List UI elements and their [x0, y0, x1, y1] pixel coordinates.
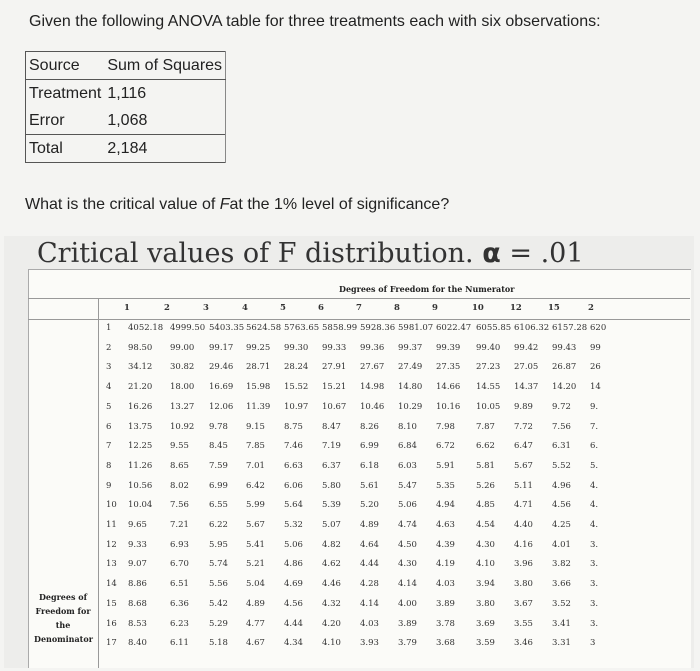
f-value-cell: 4.32: [322, 598, 341, 609]
f-value-cell: 9.: [590, 401, 599, 412]
f-value-cell: 15.21: [322, 382, 347, 393]
denominator-label: [34, 590, 92, 646]
f-value-cell: 4.: [590, 520, 599, 530]
f-value-cell: 5.35: [436, 480, 455, 491]
f-value-cell: 4.89: [360, 520, 379, 530]
row-df-label: 9: [106, 480, 112, 491]
f-value-cell: 3.31: [552, 638, 571, 649]
f-value-cell: 4.03: [360, 618, 379, 629]
f-value-cell: 5.95: [209, 539, 228, 550]
numerator-header: Degrees of Freedom for the Numerator: [339, 284, 515, 294]
question2-pre: What is the critical value of: [25, 196, 220, 213]
f-value-cell: 3.82: [552, 559, 571, 570]
f-value-cell: 3.55: [514, 618, 533, 629]
f-value-cell: 9.72: [552, 401, 571, 412]
f-value-cell: 3.79: [398, 638, 417, 649]
f-value-cell: 4.56: [552, 500, 571, 511]
f-value-cell: 3.66: [552, 579, 571, 590]
f-value-cell: 7.01: [246, 460, 265, 471]
row-df-label: 17: [106, 638, 117, 649]
f-value-cell: 99.43: [552, 342, 577, 353]
f-value-cell: 6.63: [284, 460, 303, 471]
f-value-cell: 4.16: [514, 539, 533, 550]
f-value-cell: 8.26: [360, 421, 379, 432]
f-value-cell: 14.66: [436, 382, 461, 393]
f-value-cell: 8.75: [284, 421, 303, 432]
anova-header-source: Source: [26, 52, 105, 80]
f-value-cell: 14: [590, 382, 601, 393]
f-value-cell: 4.94: [436, 500, 455, 511]
f-value-cell: 4.28: [360, 579, 379, 590]
f-value-cell: 5.20: [360, 500, 379, 511]
f-value-cell: 6.37: [322, 460, 341, 471]
question-critical-value: [25, 196, 449, 214]
f-value-cell: 6.18: [360, 460, 379, 471]
row-df-label: 16: [106, 618, 117, 629]
f-value-cell: 99: [590, 342, 601, 353]
f-value-cell: 16.69: [209, 382, 234, 393]
f-value-cell: 10.92: [170, 421, 195, 432]
denominator-label-line: Degrees of: [38, 592, 88, 602]
question-text: Given the following ANOVA table for three treatments each with six observations:: [29, 13, 601, 30]
f-value-cell: 4.74: [398, 520, 417, 530]
f-value-cell: 7.21: [170, 520, 189, 530]
anova-source: Error: [29, 111, 65, 129]
f-value-cell: 13.27: [170, 401, 195, 412]
f-value-cell: 99.33: [322, 342, 347, 353]
f-value-cell: 27.05: [514, 362, 539, 373]
f-value-cell: 28.24: [284, 362, 309, 373]
f-value-cell: 5981.07: [398, 323, 434, 333]
f-value-cell: 99.37: [398, 342, 423, 353]
f-value-cell: 6.47: [514, 441, 533, 452]
f-value-cell: 3.93: [360, 638, 379, 649]
denominator-label-line: the: [55, 620, 71, 630]
row-df-label: 12: [106, 539, 117, 550]
col-header: 10: [472, 303, 484, 313]
f-value-cell: 4.34: [284, 638, 303, 649]
f-value-cell: 9.33: [128, 539, 147, 550]
f-value-cell: 15.52: [284, 382, 309, 393]
f-value-cell: 7.87: [476, 421, 495, 432]
f-value-cell: 27.35: [436, 362, 461, 373]
f-value-cell: 5.47: [398, 480, 417, 491]
f-value-cell: 620: [590, 323, 607, 333]
f-value-cell: 7.72: [514, 421, 533, 432]
f-value-cell: 8.10: [398, 421, 417, 432]
anova-table: [25, 51, 226, 163]
f-value-cell: 5.06: [398, 500, 417, 511]
f-value-cell: 15.98: [246, 382, 271, 393]
f-value-cell: 5.42: [209, 598, 228, 609]
f-value-cell: 8.47: [322, 421, 341, 432]
f-value-cell: 5.06: [284, 539, 303, 550]
f-value-cell: 14.37: [514, 382, 539, 393]
f-value-cell: 4.82: [322, 539, 341, 550]
f-value-cell: 27.23: [476, 362, 501, 373]
f-value-cell: 99.36: [360, 342, 385, 353]
f-value-cell: 4.14: [360, 598, 379, 609]
col-header: 5: [280, 303, 286, 313]
f-value-cell: 27.67: [360, 362, 385, 373]
f-value-cell: 6106.32: [514, 323, 550, 333]
f-value-cell: 10.97: [284, 401, 309, 412]
f-value-cell: 6.: [590, 441, 599, 452]
f-value-cell: 3.89: [436, 598, 455, 609]
f-title-text: Critical values of F distribution.: [37, 238, 474, 269]
f-value-cell: 5403.35: [209, 323, 245, 333]
anova-row: [26, 107, 226, 135]
f-value-cell: 11.26: [128, 460, 153, 471]
f-value-cell: 5.04: [246, 579, 265, 590]
f-value-cell: 5.21: [246, 559, 265, 570]
f-value-cell: 4.96: [552, 480, 571, 491]
f-value-cell: 4.86: [284, 559, 303, 570]
f-value-cell: 5.80: [322, 480, 341, 491]
f-value-cell: 7.46: [284, 441, 303, 452]
f-value-cell: 3.94: [476, 579, 495, 590]
f-value-cell: 4.19: [436, 559, 455, 570]
f-value-cell: 5.64: [284, 500, 303, 511]
f-value-cell: 99.25: [246, 342, 271, 353]
f-value-cell: 5.67: [246, 520, 265, 530]
question2-var: F: [219, 196, 230, 213]
f-value-cell: 4.10: [322, 638, 341, 649]
col-header: 4: [242, 303, 248, 313]
f-value-cell: 3.68: [436, 638, 455, 649]
f-value-cell: 7.59: [209, 460, 228, 471]
f-value-cell: 4.54: [476, 520, 495, 530]
table-rule-vertical: [98, 298, 99, 668]
col-header: 8: [394, 303, 400, 313]
f-value-cell: 5624.58: [246, 323, 282, 333]
f-value-cell: 10.04: [128, 500, 153, 511]
alpha-value: = .01: [509, 238, 584, 269]
f-value-cell: 4.89: [246, 598, 265, 609]
col-header: 9: [432, 303, 438, 313]
f-value-cell: 10.16: [436, 401, 461, 412]
col-header: 2: [588, 303, 594, 313]
f-value-cell: 14.98: [360, 382, 385, 393]
f-value-cell: 3.: [590, 559, 599, 570]
denominator-label-line: Freedom for: [35, 606, 91, 616]
col-header: 1: [124, 303, 130, 313]
f-value-cell: 4.10: [476, 559, 495, 570]
anova-ss: 2,184: [104, 135, 225, 163]
f-value-cell: 10.67: [322, 401, 347, 412]
f-value-cell: 3.96: [514, 559, 533, 570]
f-value-cell: 5.52: [552, 460, 571, 471]
f-value-cell: 4.25: [552, 520, 571, 530]
f-value-cell: 3.80: [476, 598, 495, 609]
f-value-cell: 4.69: [284, 579, 303, 590]
f-value-cell: 6022.47: [436, 323, 472, 333]
question2-post: at the 1% level of significance?: [229, 196, 450, 213]
f-value-cell: 5.99: [246, 500, 265, 511]
f-value-cell: 12.25: [128, 441, 153, 452]
f-value-cell: 14.80: [398, 382, 423, 393]
f-value-cell: 4.30: [476, 539, 495, 550]
f-value-cell: 4999.50: [170, 323, 206, 333]
f-value-cell: 6.70: [170, 559, 189, 570]
row-df-label: 1: [106, 323, 112, 333]
f-value-cell: 5.29: [209, 618, 228, 629]
row-df-label: 8: [106, 460, 112, 471]
f-value-cell: 98.50: [128, 342, 153, 353]
f-value-cell: 8.45: [209, 441, 228, 452]
col-header: 3: [203, 303, 209, 313]
f-value-cell: 34.12: [128, 362, 153, 373]
f-value-cell: 4.03: [436, 579, 455, 590]
f-value-cell: 4.67: [246, 638, 265, 649]
f-value-cell: 9.55: [170, 441, 189, 452]
f-value-cell: 4.44: [284, 618, 303, 629]
f-value-cell: 5.: [590, 460, 599, 471]
f-value-cell: 5.56: [209, 579, 228, 590]
f-value-cell: 4.: [590, 500, 599, 511]
f-value-cell: 7.19: [322, 441, 341, 452]
f-value-cell: 10.05: [476, 401, 501, 412]
f-value-cell: 4.01: [552, 539, 571, 550]
f-value-cell: 8.65: [170, 460, 189, 471]
anova-header-row: [26, 52, 226, 80]
f-value-cell: 6.31: [552, 441, 571, 452]
anova-source: Total: [26, 135, 105, 163]
f-value-cell: 29.46: [209, 362, 234, 373]
f-value-cell: 14.20: [552, 382, 577, 393]
f-value-cell: 9.78: [209, 421, 228, 432]
f-value-cell: 3.: [590, 579, 599, 590]
f-value-cell: 4.39: [436, 539, 455, 550]
table-rule: [28, 298, 690, 299]
f-table-title: [37, 238, 584, 269]
f-value-cell: 5.81: [476, 460, 495, 471]
f-value-cell: 7.85: [246, 441, 265, 452]
row-df-label: 7: [106, 441, 112, 452]
f-value-cell: 3: [590, 638, 596, 649]
f-value-cell: 28.71: [246, 362, 271, 373]
f-value-cell: 27.49: [398, 362, 423, 373]
f-value-cell: 11.39: [246, 401, 271, 412]
f-value-cell: 5.07: [322, 520, 341, 530]
f-value-cell: 6.11: [170, 638, 189, 649]
row-df-label: 10: [106, 500, 117, 511]
f-value-cell: 5.67: [514, 460, 533, 471]
col-header: 15: [548, 303, 560, 313]
row-df-label: 3: [106, 362, 112, 373]
f-value-cell: 99.30: [284, 342, 309, 353]
f-value-cell: 4.50: [398, 539, 417, 550]
f-value-cell: 4.85: [476, 500, 495, 511]
table-rule: [28, 319, 690, 320]
f-value-cell: 8.02: [170, 480, 189, 491]
f-value-cell: 99.00: [170, 342, 195, 353]
f-value-cell: 5.18: [209, 638, 228, 649]
f-value-cell: 4.63: [436, 520, 455, 530]
anova-header-ss: Sum of Squares: [104, 52, 225, 80]
f-value-cell: 4.40: [514, 520, 533, 530]
f-value-cell: 10.29: [398, 401, 423, 412]
col-header: 2: [164, 303, 170, 313]
f-value-cell: 99.17: [209, 342, 234, 353]
f-value-cell: 7.98: [436, 421, 455, 432]
f-value-cell: 26.87: [552, 362, 577, 373]
f-value-cell: 4.56: [284, 598, 303, 609]
f-value-cell: 6.84: [398, 441, 417, 452]
f-value-cell: 6055.85: [476, 323, 512, 333]
f-value-cell: 10.46: [360, 401, 385, 412]
f-value-cell: 9.15: [246, 421, 265, 432]
f-value-cell: 5.11: [514, 480, 533, 491]
f-value-cell: 7.56: [552, 421, 571, 432]
f-value-cell: 14.55: [476, 382, 501, 393]
f-value-cell: 3.59: [476, 638, 495, 649]
f-value-cell: 4.20: [322, 618, 341, 629]
f-value-cell: 9.65: [128, 520, 147, 530]
denominator-label-line: Denominator: [34, 634, 93, 644]
row-df-label: 2: [106, 342, 112, 353]
f-value-cell: 6.62: [476, 441, 495, 452]
anova-ss: 1,068: [104, 107, 225, 135]
anova-row: [26, 80, 226, 108]
f-value-cell: 3.52: [552, 598, 571, 609]
f-value-cell: 3.69: [476, 618, 495, 629]
row-df-label: 4: [106, 382, 112, 393]
row-df-label: 14: [106, 579, 117, 590]
f-value-cell: 4052.18: [128, 323, 164, 333]
f-value-cell: 5858.99: [322, 323, 358, 333]
anova-row: [26, 135, 226, 163]
f-value-cell: 3.89: [398, 618, 417, 629]
anova-ss: 1,116: [104, 80, 225, 108]
f-value-cell: 6.23: [170, 618, 189, 629]
row-df-label: 11: [106, 520, 117, 530]
f-value-cell: 26: [590, 362, 601, 373]
f-value-cell: 6.99: [360, 441, 379, 452]
f-value-cell: 6.42: [246, 480, 265, 491]
f-value-cell: 18.00: [170, 382, 195, 393]
anova-source: Treatment: [29, 84, 102, 102]
f-value-cell: 4.: [590, 480, 599, 491]
f-value-cell: 7.: [590, 421, 599, 432]
f-value-cell: 4.77: [246, 618, 265, 629]
f-value-cell: 3.78: [436, 618, 455, 629]
f-value-cell: 99.39: [436, 342, 461, 353]
f-value-cell: 5.91: [436, 460, 455, 471]
alpha-symbol: α: [482, 238, 501, 269]
f-value-cell: 5.39: [322, 500, 341, 511]
f-value-cell: 9.07: [128, 559, 147, 570]
f-value-cell: 3.80: [514, 579, 533, 590]
f-value-cell: 99.42: [514, 342, 539, 353]
f-value-cell: 5.61: [360, 480, 379, 491]
f-value-cell: 8.86: [128, 579, 147, 590]
f-value-cell: 5.41: [246, 539, 265, 550]
f-value-cell: 4.30: [398, 559, 417, 570]
f-value-cell: 13.75: [128, 421, 153, 432]
row-df-label: 13: [106, 559, 117, 570]
col-header: 6: [318, 303, 324, 313]
f-value-cell: 3.: [590, 539, 599, 550]
f-value-cell: 3.46: [514, 638, 533, 649]
f-value-cell: 5.26: [476, 480, 495, 491]
f-value-cell: 6.06: [284, 480, 303, 491]
f-value-cell: 4.00: [398, 598, 417, 609]
f-value-cell: 5.74: [209, 559, 228, 570]
row-df-label: 5: [106, 401, 112, 412]
f-value-cell: 9.89: [514, 401, 533, 412]
f-value-cell: 4.62: [322, 559, 341, 570]
row-df-label: 15: [106, 598, 117, 609]
f-value-cell: 4.44: [360, 559, 379, 570]
f-value-cell: 6.55: [209, 500, 228, 511]
f-value-cell: 8.40: [128, 638, 147, 649]
f-value-cell: 6.99: [209, 480, 228, 491]
f-value-cell: 4.71: [514, 500, 533, 511]
f-value-cell: 4.46: [322, 579, 341, 590]
f-value-cell: 6.22: [209, 520, 228, 530]
f-value-cell: 6.03: [398, 460, 417, 471]
f-value-cell: 3.41: [552, 618, 571, 629]
f-value-cell: 5.32: [284, 520, 303, 530]
f-value-cell: 8.68: [128, 598, 147, 609]
f-value-cell: 16.26: [128, 401, 153, 412]
f-value-cell: 6.36: [170, 598, 189, 609]
f-value-cell: 8.53: [128, 618, 147, 629]
f-value-cell: 6157.28: [552, 323, 588, 333]
row-df-label: 6: [106, 421, 112, 432]
f-value-cell: 7.56: [170, 500, 189, 511]
col-header: 12: [510, 303, 522, 313]
f-value-cell: 99.40: [476, 342, 501, 353]
f-value-cell: 4.64: [360, 539, 379, 550]
f-value-cell: 5763.65: [284, 323, 320, 333]
f-value-cell: 3.67: [514, 598, 533, 609]
f-value-cell: 5928.36: [360, 323, 396, 333]
f-table-photo: [4, 236, 694, 668]
f-value-cell: 10.56: [128, 480, 153, 491]
f-value-cell: 6.51: [170, 579, 189, 590]
f-value-cell: 21.20: [128, 382, 153, 393]
f-value-cell: 3.: [590, 598, 599, 609]
f-value-cell: 6.93: [170, 539, 189, 550]
f-value-cell: 12.06: [209, 401, 234, 412]
f-value-cell: 3.: [590, 618, 599, 629]
col-header: 7: [356, 303, 362, 313]
f-value-cell: 6.72: [436, 441, 455, 452]
f-value-cell: 27.91: [322, 362, 347, 373]
f-value-cell: 30.82: [170, 362, 195, 373]
f-value-cell: 4.14: [398, 579, 417, 590]
